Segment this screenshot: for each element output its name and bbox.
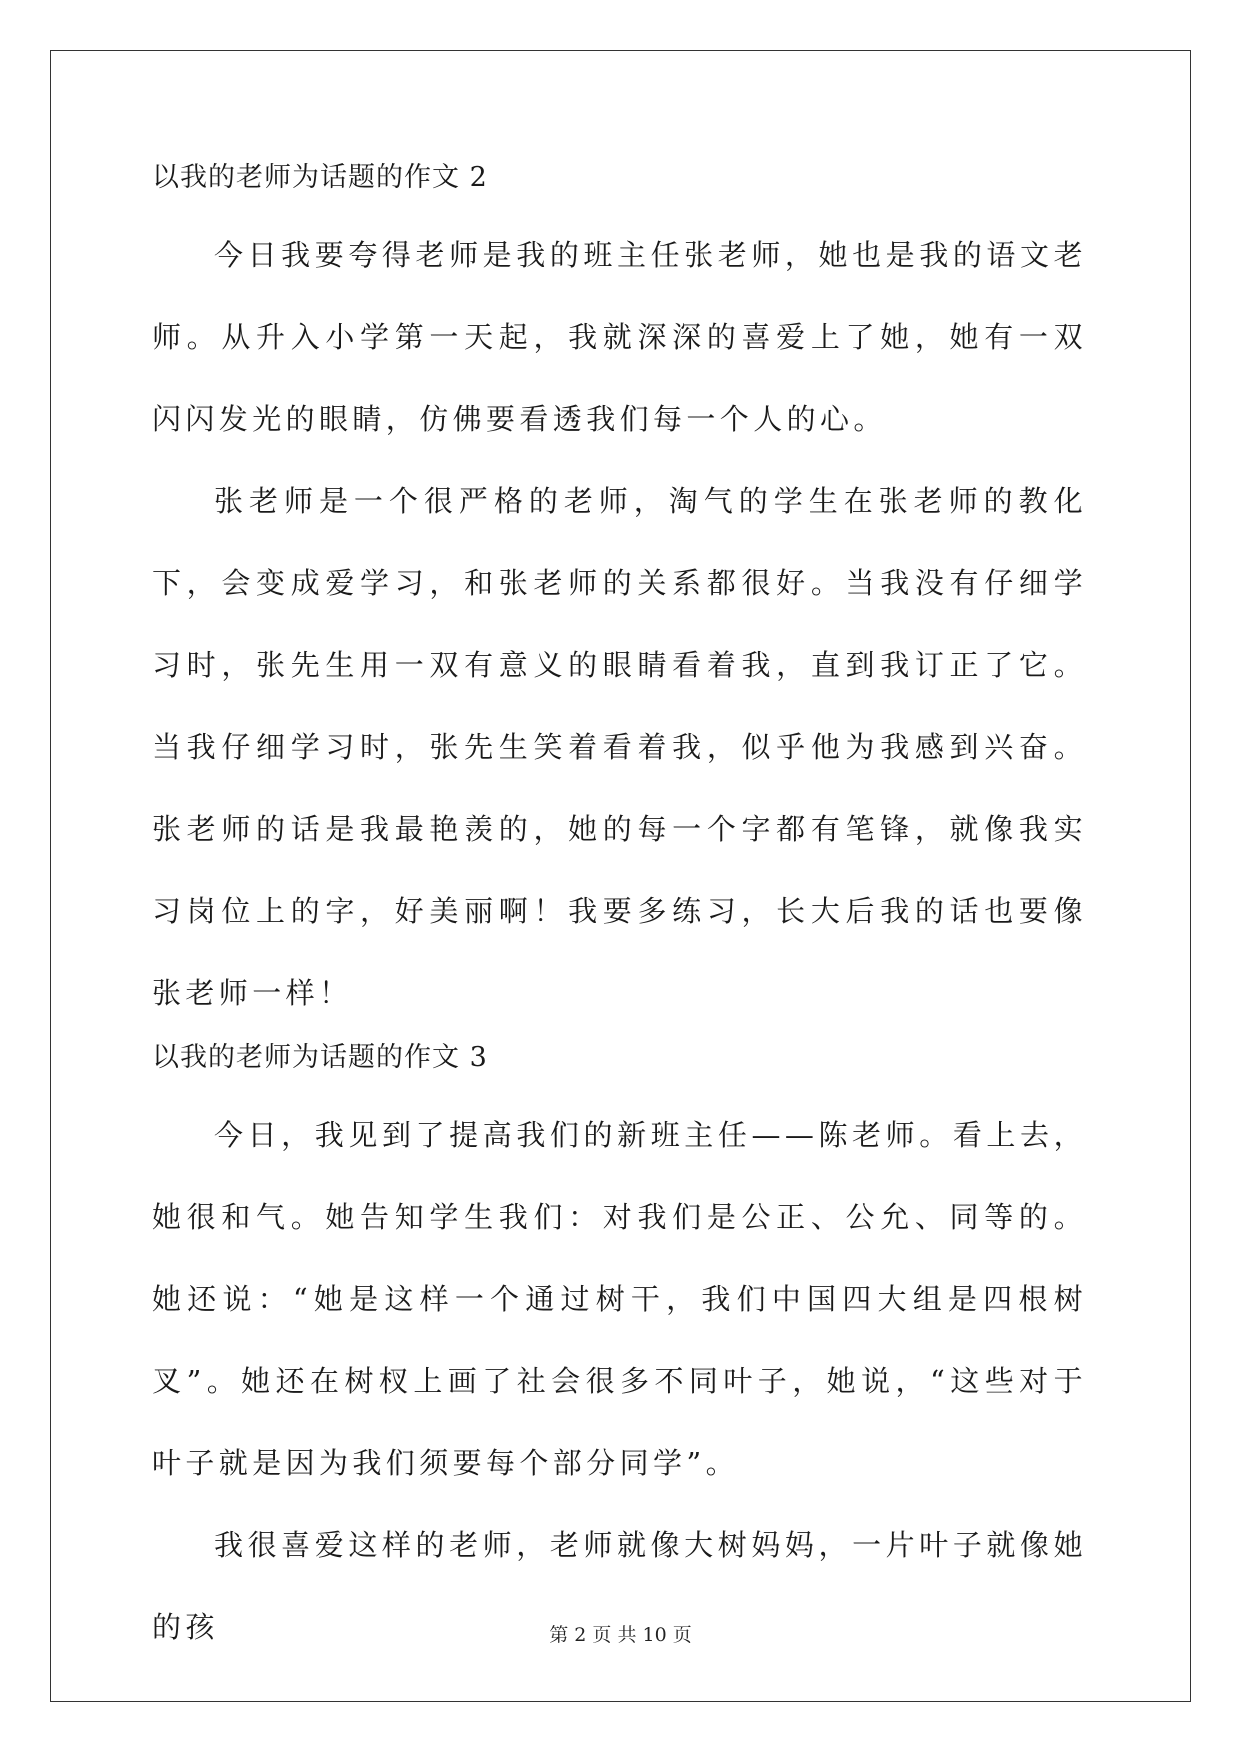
paragraph: 我很喜爱这样的老师，老师就像大树妈妈，一片叶子就像她的孩: [152, 1528, 1087, 1644]
section-title: 以我的老师为话题的作文 3: [152, 1042, 488, 1073]
document-body: [152, 160, 1087, 1668]
paragraph: 张老师是一个很严格的老师，淘气的学生在张老师的教化下，会变成爱学习，和张老师的关系都很好。当我没有仔细学习时，张先生用一双有意义的眼睛看着我，直到我订正了它。当我仔细学习时，张先生笑着看着我，似乎他为我感到兴奋。张老师的话是我最艳羡的，她的每一个字都有笔锋，就像我实习岗位上的字，好美丽啊！我要多练习，长大后我的话也要像张老师一样！: [152, 484, 1087, 1010]
paragraph: 今日我要夸得老师是我的班主任张老师，她也是我的语文老师。从升入小学第一天起，我就深深的喜爱上了她，她有一双闪闪发光的眼睛，仿佛要看透我们每一个人的心。: [152, 238, 1087, 436]
paragraph: 今日，我见到了提高我们的新班主任——陈老师。看上去，她很和气。她告知学生我们：对我们是公正、公允、同等的。她还说：“她是这样一个通过树干，我们中国四大组是四根树叉”。她还在树杈上画了社会很多不同叶子，她说，“这些对于叶子就是因为我们须要每个部分同学”。: [152, 1118, 1087, 1480]
section-title: 以我的老师为话题的作文 2: [152, 162, 488, 193]
page-number: 第 2 页 共 10 页: [549, 1624, 692, 1646]
